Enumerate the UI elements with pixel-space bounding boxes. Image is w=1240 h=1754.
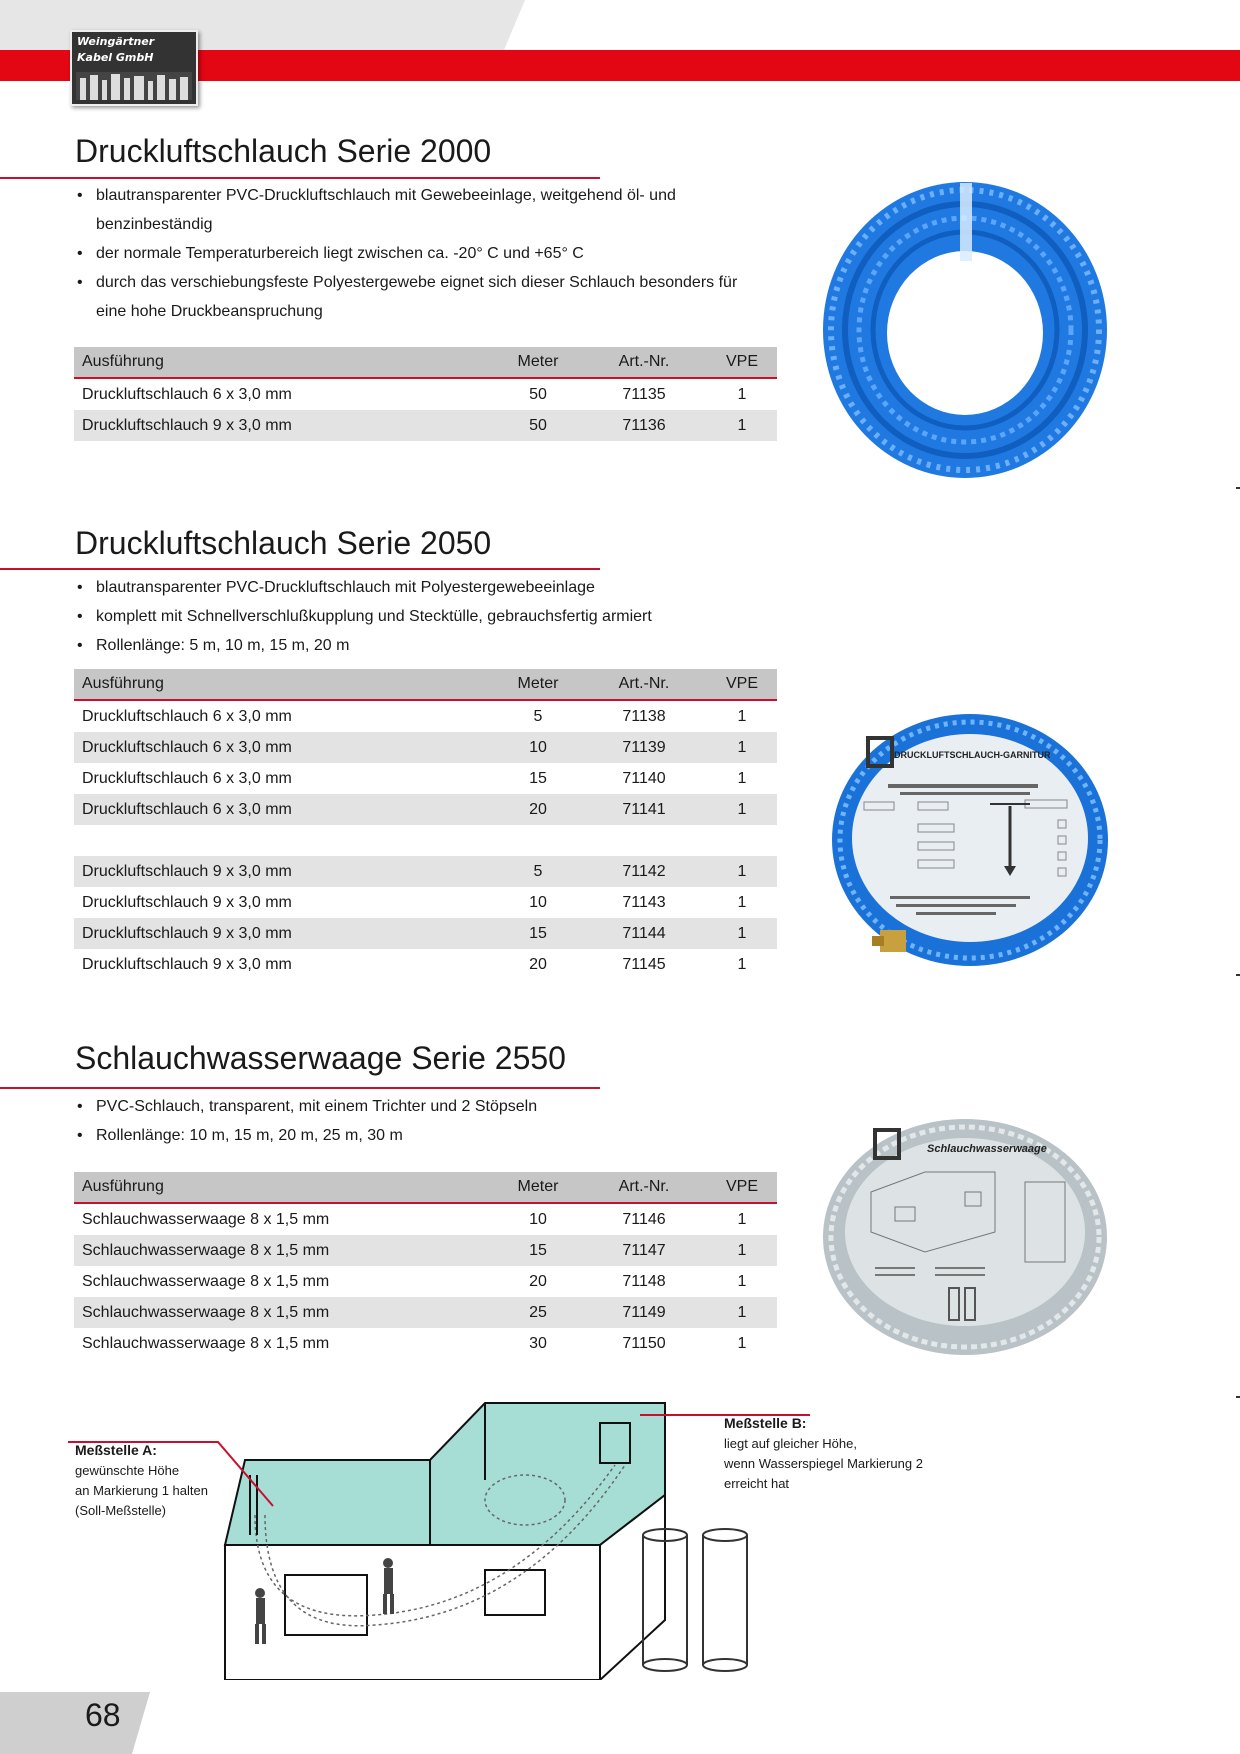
- cell-artnr: 71142: [581, 856, 707, 887]
- logo-cable-graphic: [76, 72, 192, 100]
- cell-artnr: 71149: [581, 1297, 707, 1328]
- cell-name: Druckluftschlauch 9 x 3,0 mm: [74, 856, 495, 887]
- col-header-vpe: VPE: [707, 1172, 777, 1203]
- list-item: • Rollenlänge: 5 m, 10 m, 15 m, 20 m: [75, 631, 755, 660]
- col-header-ausfuehrung: Ausführung: [74, 347, 495, 378]
- table-row: [74, 1266, 777, 1297]
- measure-point-a-note: [75, 1440, 255, 1521]
- col-header-meter: Meter: [495, 669, 581, 700]
- cell-name: Schlauchwasserwaage 8 x 1,5 mm: [74, 1235, 495, 1266]
- cell-meter: 25: [495, 1297, 581, 1328]
- measure-point-a-title: Meßstelle A:: [75, 1442, 157, 1458]
- col-header-vpe: VPE: [707, 347, 777, 378]
- page-number-tab: [0, 1692, 150, 1754]
- bullet-list-serie-2050: [75, 573, 755, 660]
- section-title-serie-2050: Druckluftschlauch Serie 2050: [75, 525, 492, 561]
- cell-artnr: 71143: [622, 893, 666, 911]
- cell-meter: 20: [529, 1272, 547, 1290]
- cell-meter: 20: [529, 955, 547, 973]
- cell-name: Schlauchwasserwaage 8 x 1,5 mm: [82, 1272, 330, 1290]
- table-row: [74, 763, 777, 794]
- cell-vpe: 1: [707, 1235, 777, 1266]
- cell-artnr: 71148: [622, 1272, 666, 1290]
- cell-artnr: 71140: [622, 769, 666, 787]
- table-row: [74, 1328, 777, 1359]
- table-row: [74, 794, 777, 825]
- list-item: • durch das verschiebungsfeste Polyestergewebe eignet sich dieser Schlauch besonders für eine hohe Druckbeanspruchung: [75, 268, 755, 326]
- product-table-serie-2000: [74, 347, 777, 441]
- table-row: [74, 1203, 777, 1235]
- table-row: [74, 856, 777, 887]
- cell-artnr: 71141: [581, 794, 707, 825]
- cell-meter: 15: [495, 1235, 581, 1266]
- measure-point-b-line: erreicht hat: [724, 1476, 790, 1491]
- cell-vpe: 1: [707, 732, 777, 763]
- cell-meter: 10: [529, 893, 547, 911]
- col-header-vpe: VPE: [707, 669, 777, 700]
- cell-name: Druckluftschlauch 6 x 3,0 mm: [82, 769, 292, 787]
- measure-point-b-line: liegt auf gleicher Höhe,: [724, 1436, 857, 1451]
- cell-vpe: 1: [707, 794, 777, 825]
- table-header-row: [74, 669, 777, 700]
- cell-name: Druckluftschlauch 9 x 3,0 mm: [82, 893, 292, 911]
- table-header-row: [74, 1172, 777, 1203]
- cell-artnr: 71138: [622, 707, 666, 725]
- list-item: • Rollenlänge: 10 m, 15 m, 20 m, 25 m, 30 m: [75, 1121, 755, 1150]
- cell-name: Druckluftschlauch 6 x 3,0 mm: [74, 794, 495, 825]
- logo-line-1: Weingärtner: [77, 35, 155, 48]
- cell-meter: 15: [495, 918, 581, 949]
- table-row: [74, 1297, 777, 1328]
- cell-name: Schlauchwasserwaage 8 x 1,5 mm: [82, 1210, 330, 1228]
- measure-point-b-title: Meßstelle B:: [724, 1415, 807, 1431]
- cell-name: Druckluftschlauch 6 x 3,0 mm: [82, 707, 292, 725]
- logo-line-2: Kabel GmbH: [77, 51, 154, 64]
- cell-name: Schlauchwasserwaage 8 x 1,5 mm: [82, 1334, 330, 1352]
- col-header-meter: Meter: [495, 1172, 581, 1203]
- table-row: [74, 410, 777, 441]
- clear-hose-package-image: [815, 1112, 1120, 1362]
- table-spacer-row: [74, 825, 777, 856]
- product-table-serie-2050: [74, 669, 777, 980]
- measure-point-a-line: (Soll-Meßstelle): [75, 1503, 167, 1518]
- list-item: • komplett mit Schnellverschlußkupplung und Stecktülle, gebrauchsfertig armiert: [75, 602, 755, 631]
- cell-vpe: 1: [737, 707, 747, 725]
- cell-meter: 5: [533, 707, 543, 725]
- page-number: 68: [85, 1697, 121, 1733]
- cell-name: Druckluftschlauch 9 x 3,0 mm: [74, 918, 495, 949]
- col-header-artnr: Art.-Nr.: [581, 347, 707, 378]
- cell-vpe: 1: [737, 1210, 747, 1228]
- cell-meter: 15: [529, 769, 547, 787]
- crop-mark: [1236, 1396, 1240, 1398]
- table-row: [74, 887, 777, 918]
- cell-vpe: 1: [707, 856, 777, 887]
- cell-name: Druckluftschlauch 6 x 3,0 mm: [74, 732, 495, 763]
- col-header-meter: Meter: [495, 347, 581, 378]
- cell-vpe: 1: [737, 955, 747, 973]
- cell-artnr: 71136: [581, 410, 707, 441]
- cell-meter: 10: [529, 1210, 547, 1228]
- table-row: [74, 700, 777, 732]
- table-row: [74, 949, 777, 980]
- cell-meter: 5: [495, 856, 581, 887]
- title-rule: [0, 1087, 600, 1089]
- cell-name: Schlauchwasserwaage 8 x 1,5 mm: [74, 1297, 495, 1328]
- cell-meter: 10: [495, 732, 581, 763]
- package-label: DRUCKLUFTSCHLAUCH-GARNITUR: [894, 750, 1051, 760]
- measure-point-a-line: gewünschte Höhe: [75, 1463, 180, 1478]
- measure-point-a-line: an Markierung 1 halten: [75, 1483, 208, 1498]
- title-rule: [0, 177, 600, 179]
- title-rule: [0, 568, 600, 570]
- cell-vpe: 1: [737, 1334, 747, 1352]
- blue-hose-coil-image: [810, 175, 1120, 485]
- list-item: • blautransparenter PVC-Druckluftschlauch mit Polyestergewebeeinlage: [75, 573, 755, 602]
- product-table-serie-2550: [74, 1172, 777, 1359]
- company-logo: [70, 30, 198, 106]
- list-item: • PVC-Schlauch, transparent, mit einem Trichter und 2 Stöpseln: [75, 1092, 755, 1121]
- measure-point-b-note: [724, 1413, 954, 1494]
- cell-meter: 30: [529, 1334, 547, 1352]
- cell-vpe: 1: [737, 769, 747, 787]
- cell-vpe: 1: [707, 1297, 777, 1328]
- cell-meter: 50: [495, 410, 581, 441]
- water-level-diagram: [195, 1385, 815, 1680]
- table-row: [74, 918, 777, 949]
- table-row: [74, 378, 777, 410]
- bullet-list-serie-2550: [75, 1092, 755, 1150]
- table-row: [74, 732, 777, 763]
- table-row: [74, 1235, 777, 1266]
- crop-mark: [1236, 974, 1240, 976]
- list-item: • blautransparenter PVC-Druckluftschlauch mit Gewebeeinlage, weitgehend öl- und benzinbeständig: [75, 181, 755, 239]
- blue-hose-package-image: [820, 708, 1120, 988]
- cell-artnr: 71139: [581, 732, 707, 763]
- list-item: • der normale Temperaturbereich liegt zwischen ca. -20° C und +65° C: [75, 239, 755, 268]
- cell-vpe: 1: [737, 1272, 747, 1290]
- cell-artnr: 71145: [622, 955, 666, 973]
- col-header-artnr: Art.-Nr.: [581, 1172, 707, 1203]
- cell-name: Druckluftschlauch 6 x 3,0 mm: [82, 385, 292, 403]
- cell-artnr: 71135: [622, 385, 666, 403]
- cell-meter: 50: [529, 385, 547, 403]
- cell-name: Druckluftschlauch 9 x 3,0 mm: [82, 955, 292, 973]
- cell-meter: 20: [495, 794, 581, 825]
- cell-vpe: 1: [737, 893, 747, 911]
- col-header-ausfuehrung: Ausführung: [74, 669, 495, 700]
- crop-mark: [1236, 487, 1240, 489]
- col-header-artnr: Art.-Nr.: [581, 669, 707, 700]
- col-header-ausfuehrung: Ausführung: [74, 1172, 495, 1203]
- section-title-serie-2550: Schlauchwasserwaage Serie 2550: [75, 1040, 566, 1076]
- cell-artnr: 71146: [622, 1210, 666, 1228]
- cell-name: Druckluftschlauch 9 x 3,0 mm: [74, 410, 495, 441]
- cell-artnr: 71150: [622, 1334, 666, 1352]
- package-label: Schlauchwasserwaage: [927, 1143, 1047, 1155]
- measure-point-b-line: wenn Wasserspiegel Markierung 2: [724, 1456, 923, 1471]
- bullet-list-serie-2000: [75, 181, 755, 326]
- section-title-serie-2000: Druckluftschlauch Serie 2000: [75, 133, 492, 169]
- cell-vpe: 1: [707, 410, 777, 441]
- cell-vpe: 1: [707, 918, 777, 949]
- cell-artnr: 71144: [581, 918, 707, 949]
- cell-artnr: 71147: [581, 1235, 707, 1266]
- cell-vpe: 1: [737, 385, 747, 403]
- table-header-row: [74, 347, 777, 378]
